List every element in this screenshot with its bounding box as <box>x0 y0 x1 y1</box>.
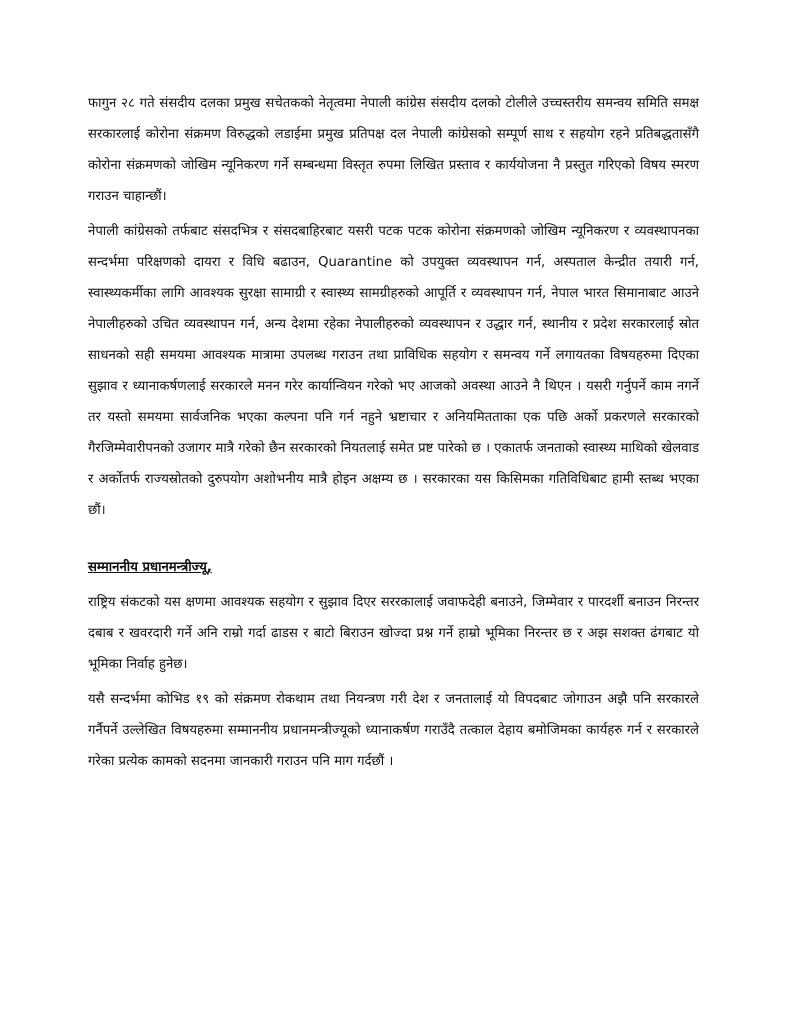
paragraph-intro: फागुन २८ गते संसदीय दलका प्रमुख सचेतकको नेतृत्वमा नेपाली कांग्रेस संसदीय दलको टोलीले उच्चस्तरीय समन्वय समिति समक्ष सरकारलाई कोरोना संक्रमण विरुद्धको लडाईमा प्रमुख प्रतिपक्ष दल नेपाली कांग्रेसको सम्पूर्ण साथ र सहयोग रहने प्रतिबद्धतासँगै कोरोना संक्रमणको जोखिम न्यूनिकरण गर्ने सम्बन्धमा विस्तृत रुपमा लिखित प्रस्ताव र कार्ययोजना नै प्रस्तुत गरिएको विषय स्मरण गराउन चाहान्छौं। <box>88 96 699 204</box>
paragraph-demand: यसै सन्दर्भमा कोभिड १९ को संक्रमण रोकथाम तथा नियन्त्रण गरी देश र जनतालाई यो विपदबाट जोगाउन अझै पनि सरकारले गर्नैपर्ने उल्लेखित विषयहरुमा सम्माननीय प्रधानमन्त्रीज्यूको ध्यानाकर्षण गराउँदै तत्काल देहाय बमोजिमका कार्यहरु गर्न र सरकारले गरेका प्रत्येक कामको सदनमा जानकारी गराउन पनि माग गर्दछौं । <box>88 692 699 769</box>
section-spacer <box>88 526 699 552</box>
paragraph-concerns: नेपाली कांग्रेसको तर्फबाट संसदभित्र र संसदबाहिरबाट यसरी पटक पटक कोरोना संक्रमणको जोखिम न्यूनिकरण र व्यवस्थापनका सन्दर्भमा परिक्षणको दायरा र विधि बढाउन, Quarantine को उपयुक्त व्यवस्थापन गर्न, अस्पताल केन्द्रीत तयारी गर्न, स्वास्थ्यकर्मीका लागि आवश्यक सुरक्षा सामाग्री र स्वास्थ्य सामग्रीहरुको आपूर्ति र व्यवस्थापन गर्न, नेपाल भारत सिमानाबाट आउने नेपालीहरुको उचित व्यवस्थापन गर्न, अन्य देशमा रहेका नेपालीहरुको व्यवस्थापन र उद्धार गर्न, स्थानीय र प्रदेश सरकारलाई स्रोत साधनको सही समयमा आवश्यक मात्रामा उपलब्ध गराउन तथा प्राविधिक सहयोग र समन्वय गर्ने लगायतका विषयहरुमा दिएका सुझाव र ध्यानाकर्षणलाई सरकारले मनन गरेर कार्यान्वियन गरेको भए आजको अवस्था आउने नै थिएन । यसरी गर्नुपर्ने काम नगर्ने तर यस्तो समयमा सार्वजनिक भएका कल्पना पनि गर्न नहुने भ्रष्टाचार र अनियमितताका एक पछि अर्को प्रकरणले सरकारको गैरजिम्मेवारीपनको उजागर मात्रै गरेको छैन सरकारको नियतलाई समेत प्रष्ट पारेको छ । एकातर्फ जनताको स्वास्थ्य माथिको खेलवाड र अर्कोतर्फ राज्यस्रोतको दुरुपयोग अशोभनीय मात्रै होइन अक्षम्य छ । सरकारका यस किसिमका गतिविधिबाट हामी स्तब्ध भएका छौं। <box>88 224 699 518</box>
document-page <box>88 88 699 777</box>
paragraph-role: राष्ट्रिय संकटको यस क्षणमा आवश्यक सहयोग र सुझाव दिएर सररकालाई जवाफदेही बनाउने, जिम्मेवार र पारदर्शी बनाउन निरन्तर दबाब र खवरदारी गर्ने अनि राम्रो गर्दा ढाडस र बाटो बिराउन खोज्दा प्रश्न गर्ने हाम्रो भूमिका निरन्तर छ र अझ सशक्त ढंगबाट यो भूमिका निर्वाह हुनेछ। <box>88 595 699 672</box>
salutation-heading: सम्माननीय प्रधानमन्त्रीज्यू, <box>88 560 212 575</box>
